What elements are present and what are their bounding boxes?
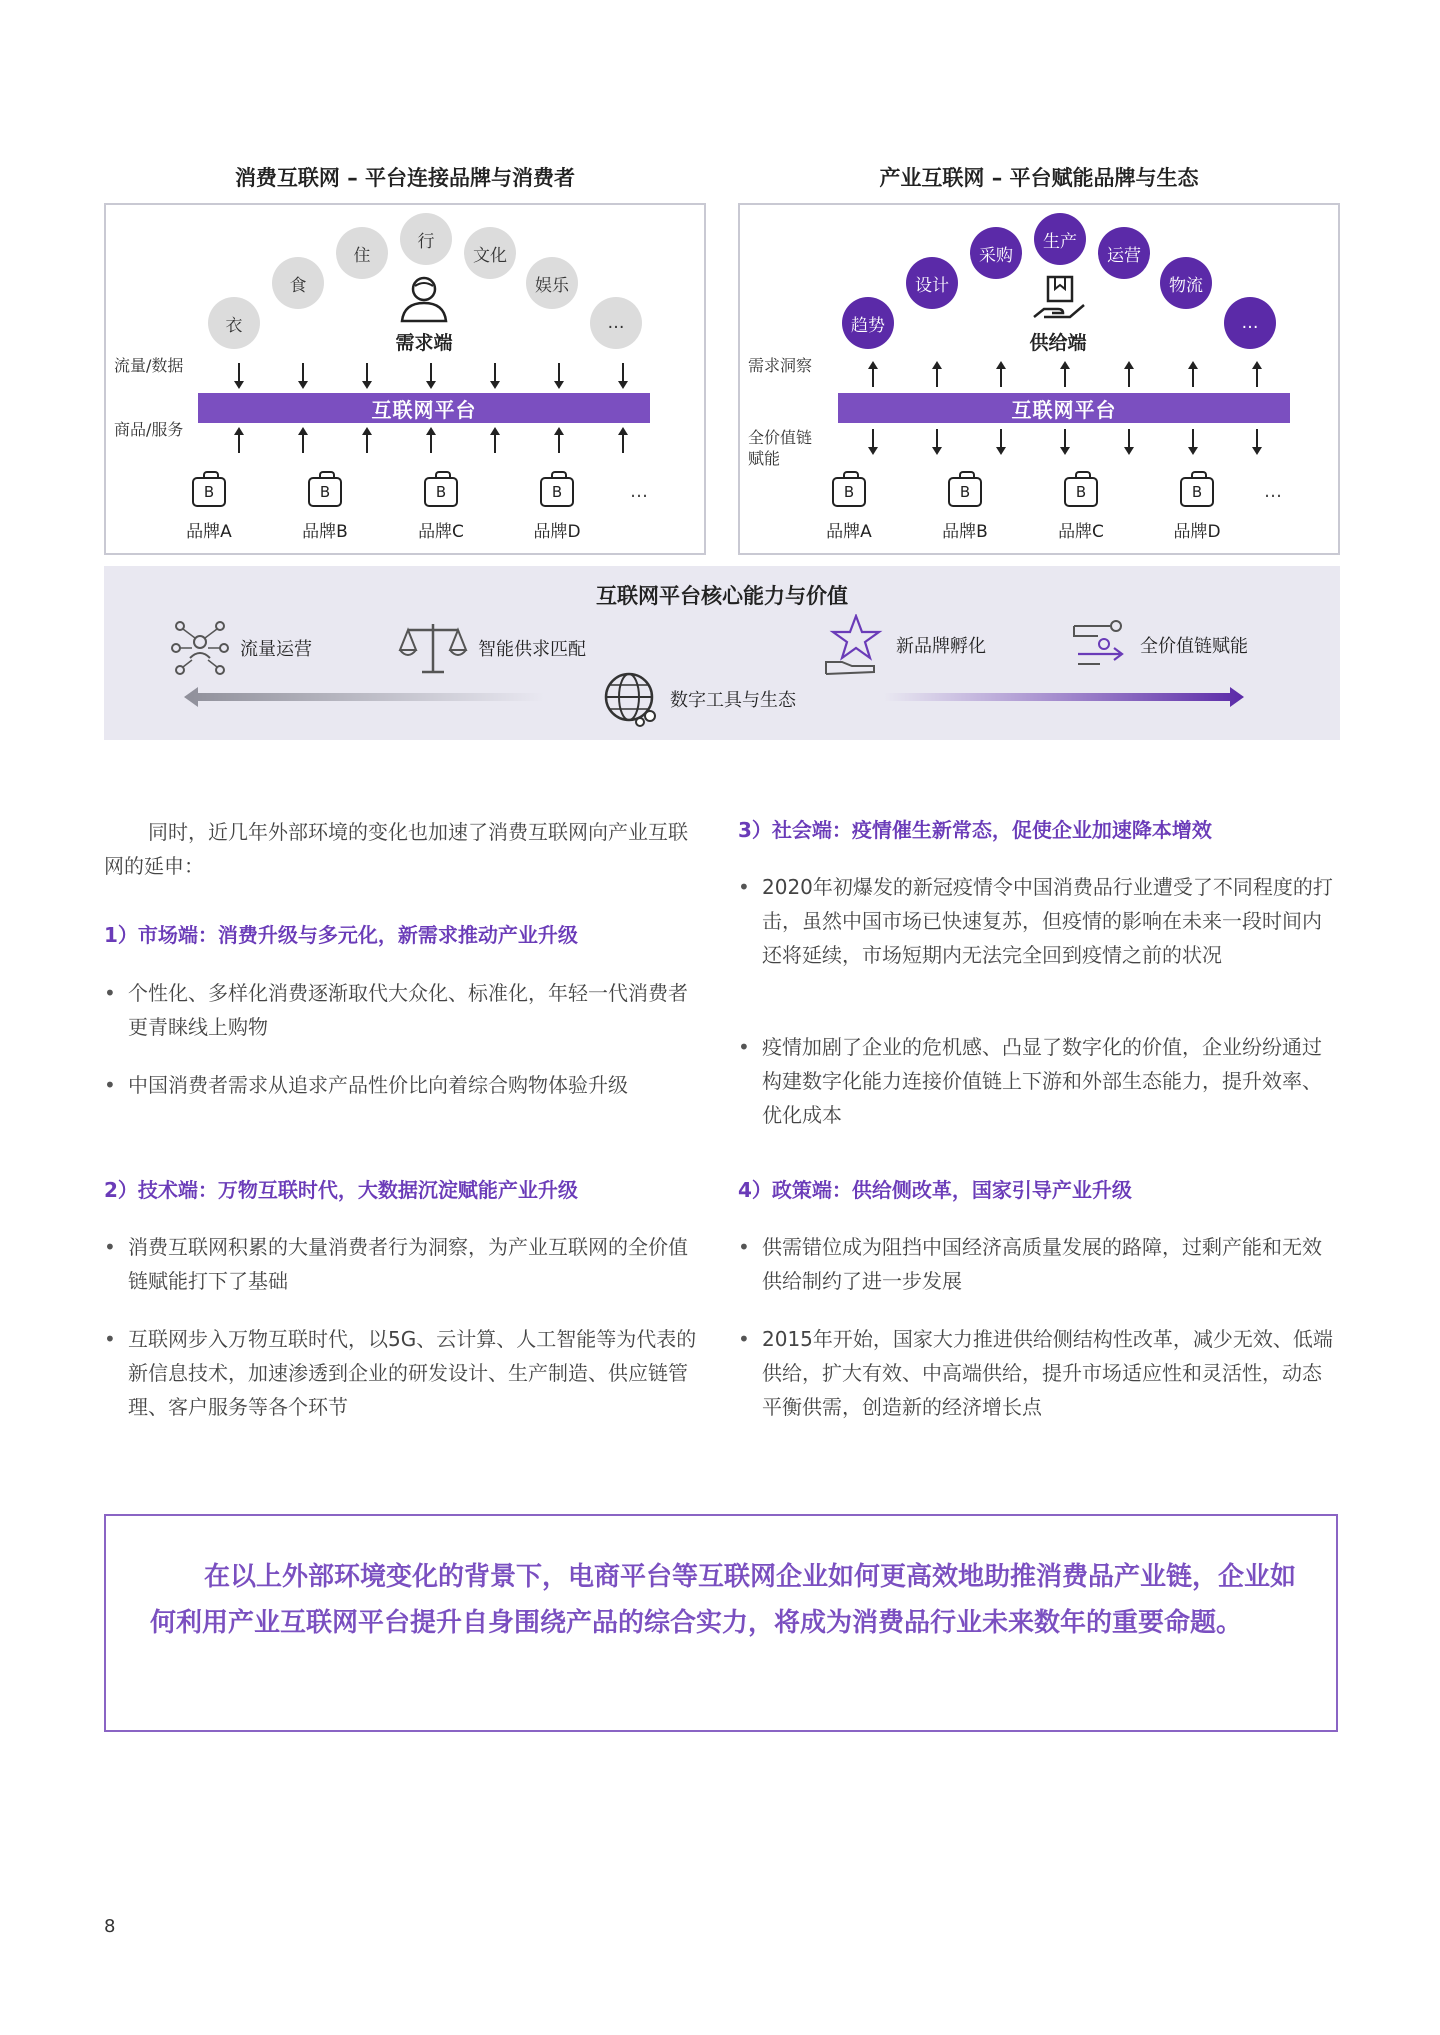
- up-arrow-6: [1192, 363, 1194, 387]
- brand-ellipsis: …: [630, 481, 648, 502]
- star-hand-icon: [822, 614, 886, 676]
- section-heading-tech: 2）技术端：万物互联时代，大数据沉淀赋能产业升级: [104, 1178, 578, 1202]
- capability-digital-tools: [602, 670, 796, 728]
- flow-data-label: 流量/数据: [114, 356, 184, 375]
- left-diagram-box: [104, 203, 706, 555]
- capability-title: 互联网平台核心能力与价值: [596, 584, 848, 608]
- bubble-more: …: [590, 297, 642, 349]
- brand-label: 品牌C: [1058, 522, 1104, 542]
- brand-bag-icon: B: [308, 477, 342, 507]
- brand-bag-icon: B: [832, 477, 866, 507]
- bullet-item: • 互联网步入万物互联时代，以5G、云计算、人工智能等为代表的新信息技术，加速渗透到企业的研发设计、生产制造、供应链管理、客户服务等各个环节: [104, 1322, 704, 1424]
- capability-label: 流量运营: [240, 639, 312, 660]
- bullet-item: • 疫情加剧了企业的危机感、凸显了数字化的价值，企业纷纷通过构建数字化能力连接价值链上下游和外部生态能力，提升效率、优化成本: [738, 1030, 1338, 1132]
- capability-label: 新品牌孵化: [896, 636, 986, 657]
- up-arrow-5: [494, 429, 496, 453]
- bubble-culture: 文化: [464, 227, 516, 279]
- bubble-procurement: 采购: [970, 227, 1022, 279]
- right-gradient-arrow: [884, 686, 1244, 708]
- capability-label: 智能供求匹配: [478, 639, 586, 660]
- section-heading-policy: 4）政策端：供给侧改革，国家引导产业升级: [738, 1178, 1132, 1202]
- down-arrow-3: [1000, 429, 1002, 453]
- up-arrow-7: [622, 429, 624, 453]
- demand-side-label: 需求端: [395, 332, 453, 354]
- capability-panel: [104, 566, 1340, 740]
- up-arrow-1: [238, 429, 240, 453]
- brand-bag-icon: B: [540, 477, 574, 507]
- bubble-more: …: [1224, 297, 1276, 349]
- capability-label: 数字工具与生态: [670, 690, 796, 711]
- down-arrow-6: [558, 363, 560, 387]
- down-arrow-7: [622, 363, 624, 387]
- bubble-trend: 趋势: [842, 297, 894, 349]
- down-arrow-5: [1128, 429, 1130, 453]
- page-number: 8: [104, 1916, 116, 1937]
- bullet-item: • 供需错位成为阻挡中国经济高质量发展的路障，过剩产能和无效供给制约了进一步发展: [738, 1230, 1338, 1298]
- brand-label: 品牌C: [418, 522, 464, 542]
- capability-label: 全价值链赋能: [1140, 636, 1248, 657]
- supply-hand-box-icon: [1030, 273, 1090, 323]
- left-platform-bar: 互联网平台: [198, 393, 650, 423]
- bubble-operations: 运营: [1098, 227, 1150, 279]
- globe-network-icon: [602, 670, 660, 728]
- value-chain-label: 全价值链 赋能: [748, 428, 813, 468]
- brand-bag-icon: B: [1064, 477, 1098, 507]
- bubble-clothing: 衣: [208, 297, 260, 349]
- capability-smart-matching: [398, 618, 586, 678]
- down-arrow-2: [302, 363, 304, 387]
- brand-bag-icon: B: [948, 477, 982, 507]
- consumer-icon: [396, 273, 452, 323]
- brand-bag-icon: B: [424, 477, 458, 507]
- down-arrow-2: [936, 429, 938, 453]
- brand-label: 品牌D: [1173, 522, 1221, 542]
- down-arrow-3: [366, 363, 368, 387]
- bullet-item: • 2015年开始，国家大力推进供给侧结构性改革，减少无效、低端供给，扩大有效、中高端供给，提升市场适应性和灵活性，动态平衡供需，创造新的经济增长点: [738, 1322, 1338, 1424]
- brand-label: 品牌D: [533, 522, 581, 542]
- demand-insight-label: 需求洞察: [748, 356, 813, 375]
- down-arrow-4: [430, 363, 432, 387]
- up-arrow-3: [366, 429, 368, 453]
- brand-bag-icon: B: [1180, 477, 1214, 507]
- bubble-design: 设计: [906, 257, 958, 309]
- brand-label: 品牌B: [302, 522, 348, 542]
- brand-bag-icon: B: [192, 477, 226, 507]
- bullet-item: • 消费互联网积累的大量消费者行为洞察，为产业互联网的全价值链赋能打下了基础: [104, 1230, 704, 1298]
- goods-services-label: 商品/服务: [114, 420, 184, 439]
- up-arrow-6: [558, 429, 560, 453]
- right-diagram-box: [738, 203, 1340, 555]
- down-arrow-6: [1192, 429, 1194, 453]
- bubble-housing: 住: [336, 227, 388, 279]
- bullet-item: • 中国消费者需求从追求产品性价比向着综合购物体验升级: [104, 1068, 704, 1102]
- down-arrow-4: [1064, 429, 1066, 453]
- down-arrow-7: [1256, 429, 1258, 453]
- bullet-item: • 2020年初爆发的新冠疫情令中国消费品行业遭受了不同程度的打击，虽然中国市场已快速复苏，但疫情的影响在未来一段时间内还将延续，市场短期内无法完全回到疫情之前的状况: [738, 870, 1338, 972]
- up-arrow-4: [430, 429, 432, 453]
- up-arrow-7: [1256, 363, 1258, 387]
- supply-side-label: 供给端: [1029, 332, 1087, 354]
- down-arrow-5: [494, 363, 496, 387]
- left-gradient-arrow: [184, 686, 544, 708]
- up-arrow-2: [936, 363, 938, 387]
- highlight-text: 在以上外部环境变化的背景下，电商平台等互联网企业如何更高效地助推消费品产业链，企业如何利用产业互联网平台提升自身围绕产品的综合实力，将成为消费品行业未来数年的重要命题。: [150, 1562, 1297, 1638]
- bubble-entertainment: 娱乐: [526, 257, 578, 309]
- bubble-travel: 行: [400, 213, 452, 265]
- capability-traffic-ops: [170, 618, 312, 678]
- right-platform-bar: 互联网平台: [838, 393, 1290, 423]
- bubble-logistics: 物流: [1160, 257, 1212, 309]
- brand-ellipsis: …: [1264, 481, 1282, 502]
- bubble-production: 生产: [1034, 213, 1086, 265]
- flow-chain-icon: [1070, 618, 1130, 672]
- network-nodes-icon: [170, 618, 230, 678]
- balance-scale-icon: [398, 618, 468, 678]
- capability-value-chain: [1070, 618, 1248, 672]
- brand-label: 品牌A: [826, 522, 872, 542]
- intro-paragraph: 同时，近几年外部环境的变化也加速了消费互联网向产业互联网的延申：: [104, 820, 688, 878]
- up-arrow-5: [1128, 363, 1130, 387]
- up-arrow-3: [1000, 363, 1002, 387]
- bubble-food: 食: [272, 257, 324, 309]
- brand-label: 品牌B: [942, 522, 988, 542]
- right-diagram-title: 产业互联网 – 平台赋能品牌与生态: [879, 166, 1199, 190]
- section-heading-society: 3）社会端：疫情催生新常态，促使企业加速降本增效: [738, 818, 1212, 842]
- capability-brand-incubation: [822, 614, 986, 676]
- up-arrow-4: [1064, 363, 1066, 387]
- down-arrow-1: [238, 363, 240, 387]
- up-arrow-2: [302, 429, 304, 453]
- section-heading-market: 1）市场端：消费升级与多元化，新需求推动产业升级: [104, 923, 578, 947]
- left-diagram-title: 消费互联网 – 平台连接品牌与消费者: [234, 166, 576, 190]
- highlight-box: [104, 1514, 1338, 1732]
- bullet-item: • 个性化、多样化消费逐渐取代大众化、标准化，年轻一代消费者更青睐线上购物: [104, 976, 704, 1044]
- up-arrow-1: [872, 363, 874, 387]
- brand-label: 品牌A: [186, 522, 232, 542]
- down-arrow-1: [872, 429, 874, 453]
